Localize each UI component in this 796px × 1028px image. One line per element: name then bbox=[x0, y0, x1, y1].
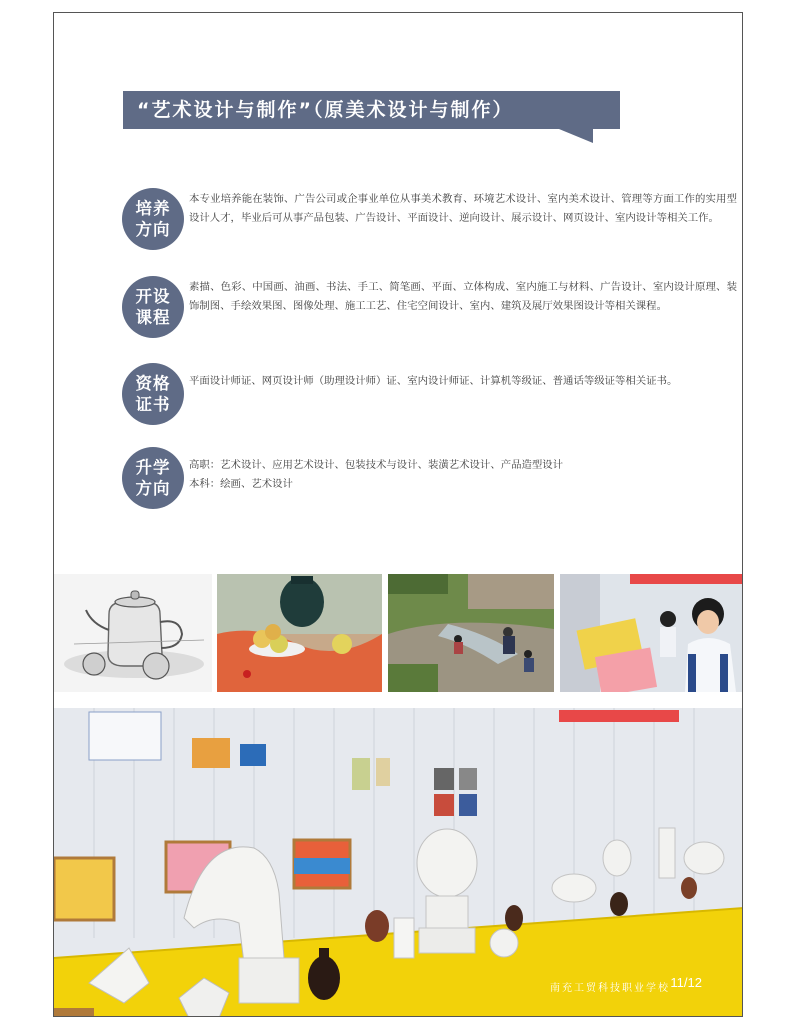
page-title: “艺术设计与制作”（原美术设计与制作） bbox=[137, 99, 514, 121]
further-study-undergraduate: 本科：绘画、艺术设计 bbox=[189, 478, 293, 490]
page-frame bbox=[53, 12, 743, 1017]
photo-outdoor-sketching bbox=[388, 574, 554, 692]
badge-further-study bbox=[122, 447, 184, 509]
badge-line-2: 证书 bbox=[135, 395, 171, 414]
badge-line-1: 升学 bbox=[135, 458, 171, 477]
badge-training-direction bbox=[122, 188, 184, 250]
footer-school-name: 南充工贸科技职业学校 bbox=[550, 983, 670, 994]
title-banner bbox=[123, 91, 620, 129]
title-banner-tail bbox=[559, 129, 593, 143]
photo-students-painting bbox=[560, 574, 743, 692]
footer-page-number: 11/12 bbox=[670, 975, 702, 990]
badge-line-2: 方向 bbox=[135, 220, 171, 239]
badge-line-1: 资格 bbox=[135, 374, 171, 393]
badge-line-1: 开设 bbox=[135, 287, 171, 306]
badge-line-2: 方向 bbox=[135, 479, 171, 498]
photo-plaster-sculptures-classroom bbox=[54, 708, 743, 1017]
photo-still-life-painting bbox=[217, 574, 382, 692]
badge-line-1: 培养 bbox=[135, 199, 171, 218]
section-text: 平面设计师证、网页设计师（助理设计师）证、室内设计师证、计算机等级证、普通话等级证等相关证书。 bbox=[189, 375, 678, 387]
badge-line-2: 课程 bbox=[135, 308, 171, 327]
badge-courses bbox=[122, 276, 184, 338]
section-text: 素描、色彩、中国画、油画、书法、手工、简笔画、平面、立体构成、室内施工与材料、广告设计、室内设计原理、装饰制图、手绘效果图、图像处理、施工工艺、住宅空间设计、室内、建筑及展厅效果图设计等相关课程。 bbox=[189, 281, 737, 312]
further-study-vocational: 高职：艺术设计、应用艺术设计、包装技术与设计、装潢艺术设计、产品造型设计 bbox=[189, 459, 564, 471]
section-text bbox=[189, 456, 737, 494]
section-text: 本专业培养能在装饰、广告公司或企事业单位从事美术教育、环境艺术设计、室内美术设计、管理等方面工作的实用型设计人才，毕业后可从事产品包装、广告设计、平面设计、逆向设计、展示设计、网页设计、室内设计等相关工作。 bbox=[189, 193, 737, 224]
photo-pencil-sketch bbox=[54, 574, 212, 692]
badge-certificates bbox=[122, 363, 184, 425]
photo-strip bbox=[54, 574, 743, 694]
